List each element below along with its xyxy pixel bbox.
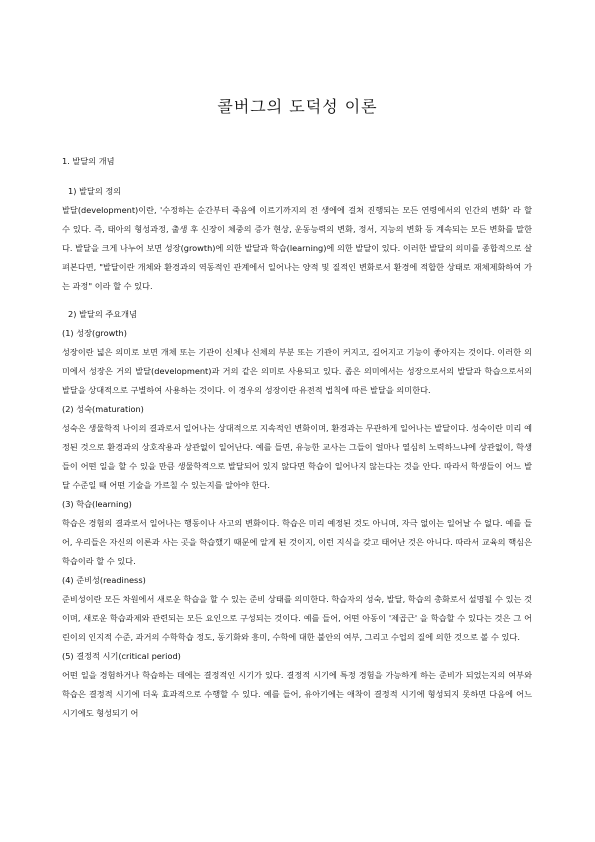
document-body: [62, 152, 532, 723]
paragraph: 준비성이란 모든 차원에서 새로운 학습을 할 수 있는 준비 상태를 의미한다. 학습자의 성숙, 발달, 학습의 총화로서 설명될 수 있는 것이며, 새로운 학습과제와 관련되는 모든 요인으로 구성되는 것이다. 예를 들어, 어떤 아동이 '제곱근' 을 학습할 수 있다는 것은 그 어린이의 인지적 수준, 과거의 수학학습 정도, 동기화와 흥미, 수학에 대한 불안의 여부, 그리고 수업의 질에 의한 것으로 볼 수 있다.: [62, 594, 532, 642]
paragraph: 어떤 일을 경험하거나 학습하는 데에는 결정적인 시기가 있다. 결정적 시기에 특정 경험을 가능하게 하는 준비가 되었는지의 여부와 학습은 결정적 시기에 더욱 효과적으로 수행할 수 있다. 예를 들어, 유아기에는 애착이 결정적 시기에 형성되지 못하면 다음에 어느 시기에도 형성되기 어: [62, 670, 532, 718]
paragraph: 학습은 경험의 결과로서 일어나는 행동이나 사고의 변화이다. 학습은 미리 예정된 것도 아니며, 자극 없이는 일어날 수 없다. 예를 들어, 우리들은 자신의 이론과 사는 곳을 학습했기 때문에 알게 된 것이지, 이런 지식을 갖고 태어난 것은 아니다. 따라서 교육의 핵심은 학습이라 할 수 있다.: [62, 518, 532, 566]
document-title: 콜버그의 도덕성 이론: [217, 97, 378, 116]
item-heading: (1) 성장(growth): [62, 328, 127, 338]
section-heading: 1. 발달의 개념: [62, 156, 115, 166]
subsection-heading: 1) 발달의 정의: [68, 186, 122, 196]
item-heading: (4) 준비성(readiness): [62, 575, 146, 585]
paragraph: 성장이란 넓은 의미로 보면 개체 또는 기관이 신체나 신체의 부분 또는 기관이 커지고, 길어지고 기능이 좋아지는 것이다. 이러한 의미에서 성장은 거의 발달(development)과 거의 같은 의미로 사용되고 있다. 좁은 의미에서는 성장으로서의 발달과 학습으로서의 발달을 상대적으로 구별하여 사용하는 것이다. 이 경우의 성장이란 유전적 법칙에 따른 발달을 의미한다.: [62, 347, 532, 395]
item-heading: (2) 성숙(maturation): [62, 404, 144, 414]
paragraph: 발달(development)이란, '수정하는 순간부터 죽음에 이르기까지의 전 생에에 걸쳐 진행되는 모든 연령에서의 인간의 변화' 라 할 수 있다. 즉, 태아의 형성과정, 출생 후 신장이 체중의 증가 현상, 운동능력의 변화, 정서, 지능의 변화 등 계속되는 모든 변화를 말한다. 발달을 크게 나누어 보면 성장(growth)에 의한 발달과 학습(learning)에 의한 발달이 있다. 이러한 발달의 의미를 종합적으로 살펴본다면, "발달이란 개체와 환경과의 역동적인 관계에서 일어나는 양적 및 질적인 변화로서 환경에 적합한 상태로 재체제화하여 가는 과정" 이라 할 수 있다.: [62, 205, 532, 291]
item-heading: (3) 학습(learning): [62, 499, 132, 509]
paragraph: 성숙은 생물학적 나이의 결과로서 일어나는 상대적으로 지속적인 변화이며, 환경과는 무관하게 일어나는 발달이다. 성숙이란 미리 예정된 것으로 환경과의 상호작용과 상관없이 일어난다. 예를 들면, 유능한 교사는 그들이 얼마나 열심히 노력하느냐에 상관없이, 학생들이 어떤 일을 할 수 있을 만큼 생물학적으로 발달되어 있지 않다면 학습이 일어나지 않는다는 것을 안다. 따라서 학생들이 어느 발달 수준일 때 어떤 기술을 가르칠 수 있는지를 알아야 한다.: [62, 423, 532, 490]
subsection-heading: 2) 발달의 주요개념: [68, 309, 137, 319]
item-heading: (5) 결정적 시기(critical period): [62, 651, 181, 661]
